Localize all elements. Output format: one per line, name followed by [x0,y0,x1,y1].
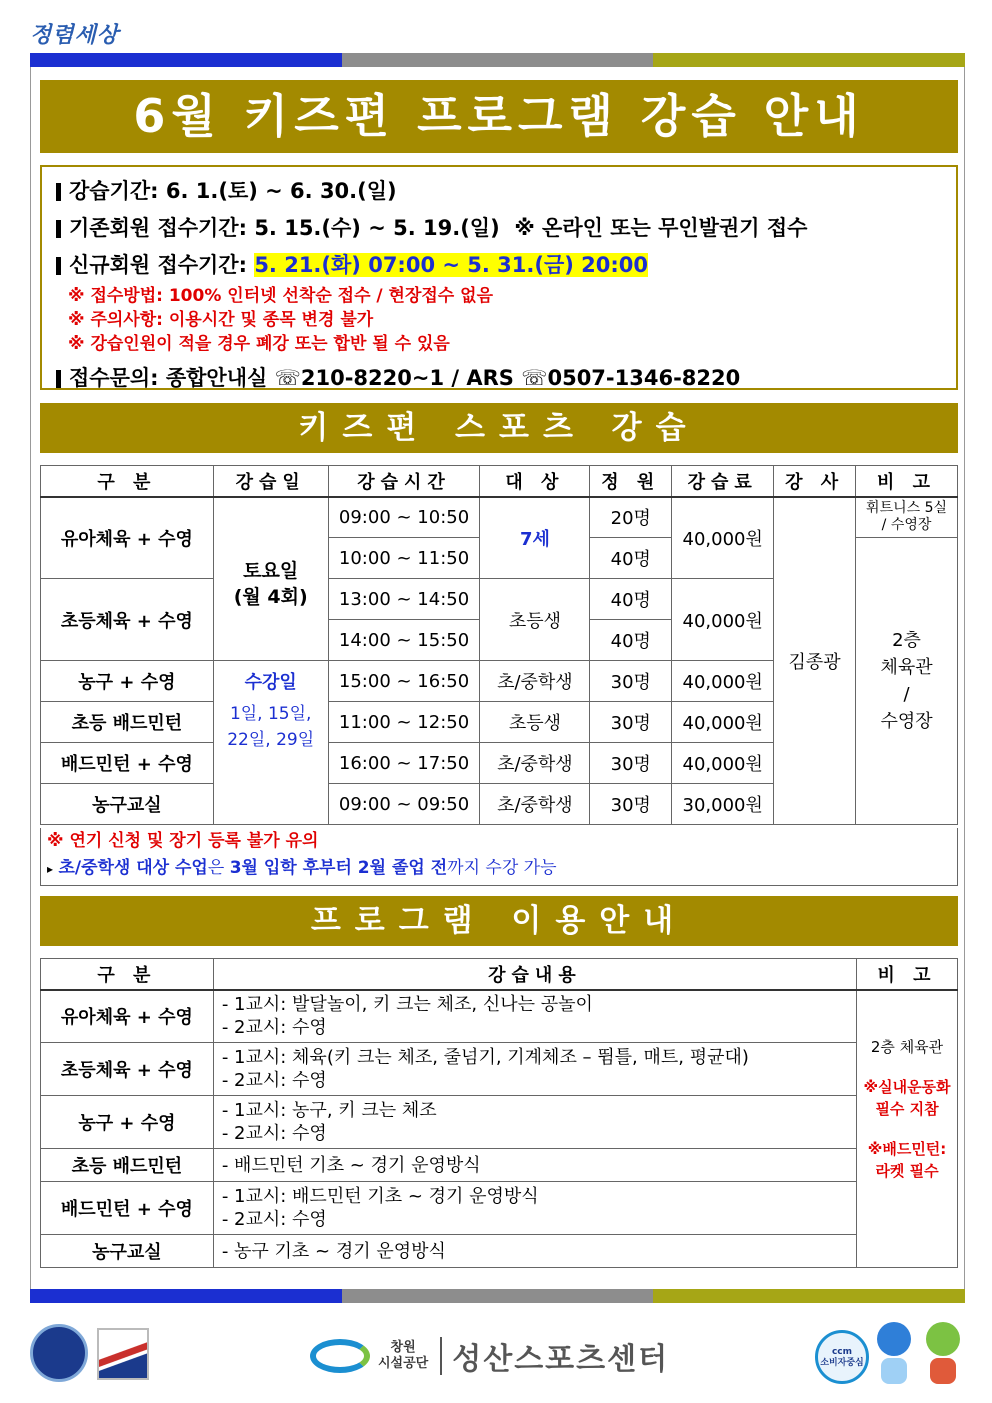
sports-header-row: 구 분 강습일 강습시간 대 상 정 원 강습료 강 사 비 고 [41,466,958,497]
program-header-row: 구 분 강습내용 비 고 [41,959,958,990]
certification-seal-icon [30,1324,88,1382]
info-box [40,165,958,390]
table-row: 배드민턴 + 수영 16:00 ~ 17:50 초/중학생 30명 40,000원 [41,743,958,784]
table-row: 초등체육 + 수영 13:00 ~ 14:50 초등생 40명 40,000원 [41,579,958,620]
note-target-period: ▸ 초/중학생 대상 수업은 3월 입학 후부터 2월 졸업 전까지 수강 가능 [47,858,557,878]
header-logo [30,18,119,49]
table-row: 농구교실 - 농구 기초 ~ 경기 운영방식 [41,1235,958,1268]
remark-main-cell: 2층 체육관 / 수영장 [856,538,958,825]
page-title: 6월 키즈편 프로그램 강습 안내 [40,80,958,153]
swoosh-logo-icon [310,1339,370,1373]
day-dates-cell: 수강일 1일, 15일, 22일, 29일 [213,661,328,825]
top-color-bar [30,53,965,67]
day-cell: 토요일 (월 4회) [213,497,328,661]
table-row: 10:00 ~ 11:50 40명 2층 체육관 / 수영장 [41,538,958,579]
table-row: 배드민턴 + 수영 - 1교시: 배드민턴 기초 ~ 경기 운영방식 - 2교시: 수영 [41,1182,958,1235]
table-row: 유아체육 + 수영 - 1교시: 발달놀이, 키 크는 체조, 신나는 공놀이 - 2교시: 수영 2층 체육관 ※실내운동화 필수 지참 ※배드민턴: 라켓 필수 [41,990,958,1043]
sports-notes [40,828,958,886]
mascot-green-icon [922,1322,964,1386]
note-cancel: ※ 강습인원이 적을 경우 폐강 또는 합반 될 수 있음 [68,334,450,354]
table-row: 농구 + 수영 - 1교시: 농구, 키 크는 체조 - 2교시: 수영 [41,1096,958,1149]
table-row: 유아체육 + 수영 토요일 (월 4회) 09:00 ~ 10:50 7세 20명 40,000원 김종광 휘트니스 5실 / 수영장 [41,497,958,538]
table-row: 농구 + 수영 수강일 1일, 15일, 22일, 29일 15:00 ~ 16:50 초/중학생 30명 40,000원 [41,661,958,702]
existing-member-row: 기존회원 접수기간: 5. 15.(수) ~ 5. 19.(일) ※ 온라인 또는 무인발권기 접수 [56,210,956,247]
program-section-title: 프로그램 이용안내 [40,896,958,946]
program-remark-cell: 2층 체육관 ※실내운동화 필수 지참 ※배드민턴: 라켓 필수 [857,990,958,1268]
center-logo: 창원 시설공단 성산스포츠센터 [310,1326,669,1386]
table-row: 농구교실 09:00 ~ 09:50 초/중학생 30명 30,000원 [41,784,958,825]
note-no-delay: ※ 연기 신청 및 장기 등록 불가 유의 [47,831,319,851]
bottom-color-bar [30,1289,965,1303]
note-method: ※ 접수방법: 100% 인터넷 선착순 접수 / 현장접수 없음 [68,286,493,306]
center-name: 성산스포츠센터 [452,1342,670,1377]
note-caution: ※ 주의사항: 이용시간 및 종목 변경 불가 [68,310,374,330]
table-row: 14:00 ~ 15:50 40명 [41,620,958,661]
ccm-badge-icon: ccm 소비자중심 [815,1330,869,1384]
table-row: 초등 배드민턴 - 배드민턴 기초 ~ 경기 운영방식 [41,1149,958,1182]
certification-mark-icon [97,1328,149,1380]
new-member-period-highlight: 5. 21.(화) 07:00 ~ 5. 31.(금) 20:00 [254,253,649,277]
program-table [40,958,958,1268]
remark-top-cell: 휘트니스 5실 / 수영장 [856,497,958,538]
contact-row: 접수문의: 종합안내실 ☏210-8220~1 / ARS ☏0507-1346-8220 [56,360,956,397]
table-row: 초등 배드민턴 11:00 ~ 12:50 초등생 30명 40,000원 [41,702,958,743]
footer [0,1320,992,1390]
instructor-cell: 김종광 [774,497,856,825]
table-row: 초등체육 + 수영 - 1교시: 체육(키 크는 체조, 줄넘기, 기계체조 – 뜀틀, 매트, 평균대) - 2교시: 수영 [41,1043,958,1096]
period-row: 강습기간: 6. 1.(토) ~ 6. 30.(일) [56,173,956,210]
logo-text: 정렴세상 [30,23,120,48]
sports-section-title: 키즈편 스포츠 강습 [40,403,958,453]
new-member-row: 신규회원 접수기간: 5. 21.(화) 07:00 ~ 5. 31.(금) 20:00 [56,247,956,284]
mascot-blue-icon [873,1322,915,1386]
sports-table [40,465,958,825]
